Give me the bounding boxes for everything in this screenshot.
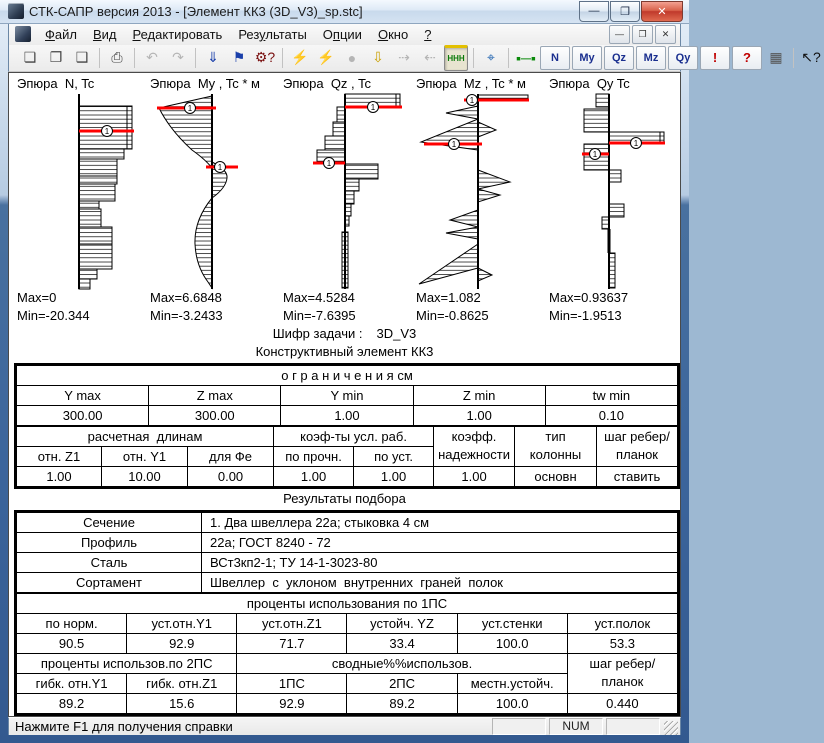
epure-min: Min=-1.9513	[549, 307, 622, 323]
epure-title: Эпюра N, Tc	[17, 75, 95, 91]
redo-button[interactable]: ↷	[172, 49, 184, 66]
usage2-header-mid: сводные%%использов.	[237, 653, 567, 673]
force-n-button[interactable]: N	[540, 46, 570, 70]
epure-min: Min=-0.8625	[416, 307, 489, 323]
epure-my-plot	[150, 92, 276, 290]
table-cell: 89.2	[17, 693, 127, 713]
table-cell: 90.5	[17, 633, 127, 653]
table-cell: шаг ребер/ планок	[597, 426, 678, 466]
task-code-value: 3D_V3	[376, 325, 417, 341]
table-cell: Профиль	[17, 532, 202, 552]
epure-qz	[277, 76, 410, 326]
table-cell: 71.7	[237, 633, 347, 653]
table-cell: 0.440	[567, 693, 677, 713]
table-cell: 1.00	[17, 466, 102, 486]
table-cell: 2ПС	[347, 673, 457, 693]
table-cell: 1ПС	[237, 673, 347, 693]
epure-max: Max=1.082	[416, 289, 481, 305]
epure-max: Max=4.5284	[283, 289, 355, 305]
table-cell: коэфф. надежности	[434, 426, 515, 466]
usage2-header-left: проценты использов.по 2ПС	[17, 653, 237, 673]
epure-max: Max=6.6848	[150, 289, 222, 305]
epure-max: Max=0.93637	[549, 289, 629, 305]
usage2-header-right: шаг ребер/ планок	[567, 653, 677, 693]
table-cell: расчетная длинам	[17, 426, 274, 446]
open-into-button[interactable]: ❐	[49, 49, 63, 66]
limits-header: о г р а н и ч е н и я см	[17, 365, 678, 385]
table-cell: уст.полок	[567, 613, 677, 633]
prev-element-button[interactable]: ⇠	[424, 49, 436, 66]
table-cell: tw min	[545, 385, 677, 405]
table-cell: уст.стенки	[457, 613, 567, 633]
table-cell: 0.00	[188, 466, 274, 486]
toolbar-separator	[99, 48, 100, 68]
warning-button[interactable]: !	[700, 46, 730, 70]
force-my-button[interactable]: My	[572, 46, 602, 70]
minimize-button[interactable]: —	[579, 1, 609, 22]
toolbar-separator	[473, 48, 474, 68]
table-cell: отн. Z1	[17, 446, 102, 466]
epure-max: Max=0	[17, 289, 57, 305]
mdi-close-button[interactable]: ✕	[655, 25, 676, 44]
epure-mz-plot	[416, 92, 542, 290]
force-mz-button[interactable]: Mz	[636, 46, 666, 70]
table-cell: тип колонны	[515, 426, 597, 466]
table-cell: Швеллер с уклоном внутренних граней полок	[202, 572, 678, 592]
table-cell: 0.10	[545, 405, 677, 425]
single-element-button[interactable]: ▪─▪	[516, 49, 536, 66]
table-cell: 53.3	[567, 633, 677, 653]
limits-grid	[16, 365, 678, 426]
press-tool-button[interactable]: ⇓	[207, 49, 219, 66]
epure-min: Min=-20.344	[17, 307, 90, 323]
new-document-button[interactable]: ❏	[23, 49, 37, 66]
usage1-header: проценты использования по 1ПС	[17, 593, 678, 613]
svg-text:1: 1	[633, 138, 639, 148]
table-cell: 1.00	[281, 405, 413, 425]
film-button[interactable]: ▦	[769, 49, 783, 66]
close-button[interactable]: ✕	[641, 1, 683, 22]
menu-item-?[interactable]: ?	[424, 26, 432, 42]
table-cell: гибк. отн.Z1	[127, 673, 237, 693]
epure-n	[11, 76, 144, 326]
resize-grip[interactable]	[664, 721, 678, 735]
ghost-button[interactable]: ●	[347, 49, 357, 66]
force-qy-button[interactable]: Qy	[668, 46, 698, 70]
mdi-minimize-button[interactable]: —	[609, 25, 630, 44]
table-cell: отн. Y1	[102, 446, 188, 466]
status-pane-num: NUM	[549, 718, 603, 735]
table-cell: Сортамент	[17, 572, 202, 592]
toolbar-separator	[508, 48, 509, 68]
epure-qz-plot	[283, 92, 409, 290]
table-cell: 33.4	[347, 633, 457, 653]
epure-title: Эпюра Qz , Tc	[283, 75, 372, 91]
epure-mz	[410, 76, 543, 326]
table-cell: Y min	[281, 385, 413, 405]
table-cell: уст.отн.Z1	[237, 613, 347, 633]
table-cell: ВСт3кп2-1; ТУ 14-1-3023-80	[202, 552, 678, 572]
table-cell: 1.00	[413, 405, 545, 425]
toolbar-separator	[134, 48, 135, 68]
table-cell: 89.2	[347, 693, 457, 713]
svg-text:1: 1	[592, 149, 598, 159]
mdi-restore-button[interactable]: ❐	[632, 25, 653, 44]
table-cell: 92.9	[237, 693, 347, 713]
table-cell: Y max	[17, 385, 149, 405]
table-cell: ставить	[597, 466, 678, 486]
epure-row	[11, 76, 680, 326]
document-icon[interactable]	[15, 26, 31, 42]
task-code-line	[9, 326, 680, 344]
table-cell: по прочн.	[274, 446, 354, 466]
table-cell: 22а; ГОСТ 8240 - 72	[202, 532, 678, 552]
table-cell: Z max	[149, 385, 281, 405]
status-pane-caps	[492, 718, 546, 735]
print-button[interactable]: ⎙	[111, 49, 123, 66]
epure-min: Min=-3.2433	[150, 307, 223, 323]
context-help-button[interactable]: ↖?	[801, 49, 821, 66]
table-cell: местн.устойч.	[457, 673, 567, 693]
svg-text:1: 1	[326, 158, 332, 168]
element-title: Конструктивный элемент КК3	[255, 343, 434, 359]
table-cell: 100.0	[457, 693, 567, 713]
table-cell: Сталь	[17, 552, 202, 572]
svg-text:1: 1	[451, 139, 457, 149]
epure-n-plot	[17, 92, 143, 290]
table-cell: основн	[515, 466, 597, 486]
flags-button[interactable]: ⚑	[232, 49, 246, 66]
results-title: Результаты подбора	[283, 490, 406, 506]
table-cell: Z min	[413, 385, 545, 405]
menu-item-редактировать[interactable]: Редактировать	[132, 26, 223, 42]
table-cell: 1.00	[354, 466, 434, 486]
selection-grid	[16, 512, 678, 593]
menu-item-файл[interactable]: Файл	[45, 26, 77, 42]
toolbar-separator	[793, 48, 794, 68]
menu-item-вид[interactable]: Вид	[92, 26, 117, 42]
next-element-button[interactable]: ⇢	[398, 49, 410, 66]
epure-title: Эпюра Mz , Tc * м	[416, 75, 526, 91]
status-pane-scrl	[606, 718, 660, 735]
table-cell: 1. Два швеллера 22а; стыковка 4 см	[202, 512, 678, 532]
status-bar	[8, 717, 681, 735]
question-button[interactable]: ?	[732, 46, 762, 70]
table-cell: по уст.	[354, 446, 434, 466]
menu-bar	[8, 24, 681, 45]
table-cell: уст.отн.Y1	[127, 613, 237, 633]
epure-qy	[543, 76, 676, 326]
epure-title: Эпюра My , Tc * м	[150, 75, 260, 91]
undo-button[interactable]: ↶	[146, 49, 158, 66]
table-cell: 300.00	[17, 405, 149, 425]
window-title: СТК-САПР версия 2013 - [Элемент КК3 (3D_V3)_sp.stc]	[29, 3, 363, 19]
svg-text:1: 1	[104, 126, 110, 136]
status-message: Нажмите F1 для получения справки	[15, 718, 233, 734]
toolbar-separator	[195, 48, 196, 68]
epure-my	[144, 76, 277, 326]
menu-item-результаты[interactable]: Результаты	[238, 26, 307, 42]
results-table	[14, 510, 680, 716]
usage-grid	[16, 593, 678, 714]
table-cell: коэф-ты усл. раб.	[274, 426, 434, 446]
table-cell: 300.00	[149, 405, 281, 425]
svg-text:1: 1	[217, 162, 223, 172]
calc-first-button[interactable]: ⚡	[291, 49, 309, 66]
task-code-label: Шифр задачи :	[272, 325, 363, 341]
limits-table	[14, 363, 680, 489]
force-qz-button[interactable]: Qz	[604, 46, 634, 70]
table-cell: Сечение	[17, 512, 202, 532]
table-cell: 1.00	[274, 466, 354, 486]
menu-item-окно[interactable]: Окно	[377, 26, 409, 42]
element-query-button[interactable]: ⚙?	[254, 49, 276, 66]
document-area	[8, 72, 681, 717]
table-cell: по норм.	[17, 613, 127, 633]
svg-text:1: 1	[370, 102, 376, 112]
zoom-button[interactable]: ⌖	[487, 49, 495, 66]
table-cell: гибк. отн.Y1	[17, 673, 127, 693]
table-cell: 15.6	[127, 693, 237, 713]
maximize-button[interactable]: ❐	[610, 1, 640, 22]
table-cell: 1.00	[434, 466, 515, 486]
epure-title: Эпюра Qy Tc	[549, 75, 630, 91]
app-icon	[8, 3, 24, 19]
apply-down-button[interactable]: ⇩	[372, 49, 384, 66]
menu-item-опции[interactable]: Опции	[322, 26, 362, 42]
svg-text:1: 1	[187, 103, 193, 113]
title-bar[interactable]	[0, 0, 689, 24]
table-cell: 10.00	[102, 466, 188, 486]
params-grid	[16, 426, 678, 487]
svg-text:1: 1	[469, 95, 475, 105]
table-cell: для Фе	[188, 446, 274, 466]
epure-min: Min=-7.6395	[283, 307, 356, 323]
table-cell: 100.0	[457, 633, 567, 653]
epure-qy-plot	[549, 92, 675, 290]
calc-second-button[interactable]: ⚡	[317, 49, 335, 66]
table-cell: 92.9	[127, 633, 237, 653]
save-from-button[interactable]: ❑	[75, 49, 89, 66]
table-cell: устойч. YZ	[347, 613, 457, 633]
ribs-mode-button[interactable]: HHH	[444, 45, 468, 71]
toolbar	[8, 45, 821, 72]
toolbar-separator	[282, 48, 283, 68]
